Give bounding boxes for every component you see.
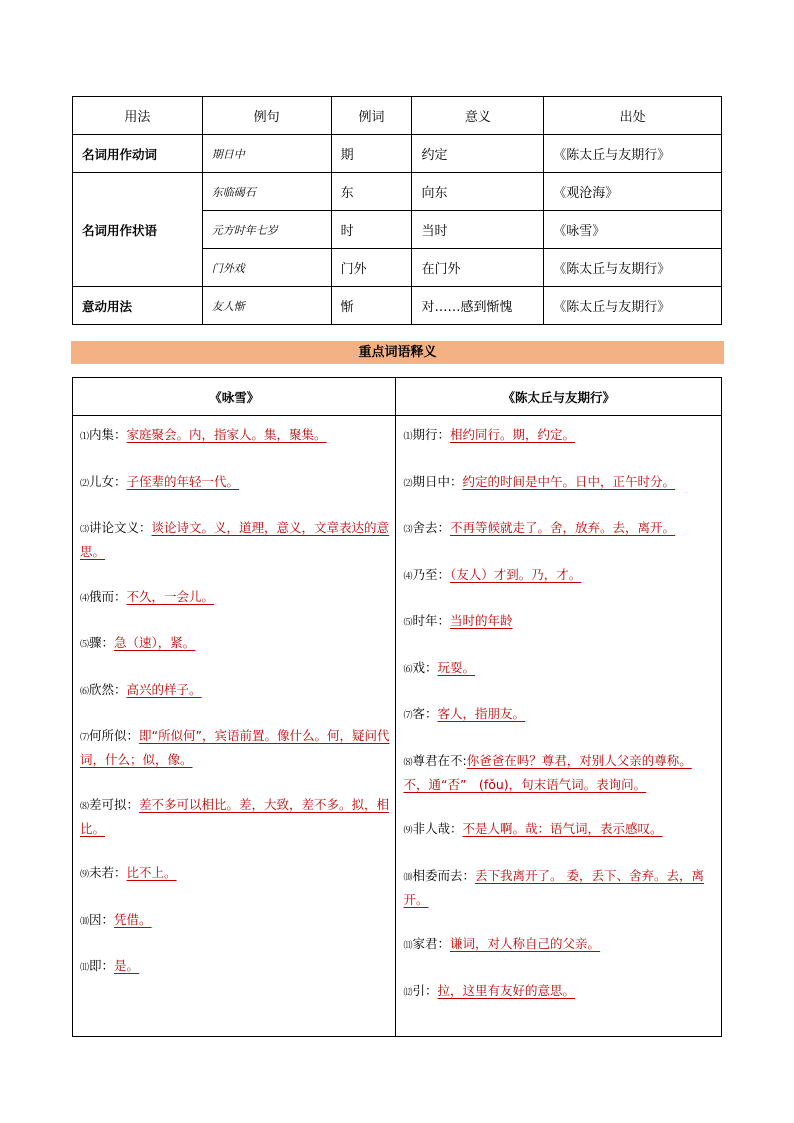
- gloss-definition: 比不上。: [126, 865, 177, 880]
- gloss-separator: ：: [114, 681, 127, 697]
- gloss-separator: ：: [437, 566, 451, 582]
- gloss-term: 家君: [412, 936, 438, 951]
- gloss-term: 客: [412, 706, 426, 721]
- gloss-number: ⑸: [80, 640, 90, 650]
- gloss-definition: 凭借。: [114, 911, 152, 927]
- gloss-entry: [80, 679, 389, 703]
- gloss-separator: ：: [425, 982, 438, 998]
- gloss-definition: 不再等候就走了。舍，放弃。去，离开。: [450, 520, 676, 535]
- gloss-definition: 即“所似何”，宾语前置。像什么。何，疑问代词，什么；似，像。: [80, 728, 390, 767]
- gloss-definition: 相约同行。期，约定。: [450, 427, 576, 442]
- gloss-definition: 谦词，对人称自己的父亲。: [450, 936, 601, 951]
- example-cell: 期日中: [202, 135, 331, 173]
- gloss-term: 期行: [412, 427, 438, 442]
- gloss-entry: [80, 517, 389, 563]
- gloss-entry: [403, 610, 715, 634]
- gloss-separator: ：: [450, 821, 463, 836]
- gloss-number: ⑺: [403, 711, 413, 721]
- gloss-number: ⑿: [403, 987, 413, 998]
- usage-table-header-row: [73, 97, 722, 135]
- gloss-term: 讲论文义: [89, 520, 140, 535]
- source-cell: 《陈太丘与友期行》: [544, 287, 722, 325]
- gloss-number: ⑸: [403, 618, 413, 628]
- gloss-separator: ：: [114, 427, 127, 442]
- example-cell: 友人惭: [202, 287, 331, 325]
- gloss-entry: [80, 586, 389, 610]
- gloss-separator: ：: [126, 796, 140, 812]
- header-example: 例句: [202, 97, 331, 135]
- gloss-definition: 丢下我离开了。 委，丢下、舍弃。去，离开。: [403, 867, 705, 907]
- gloss-number: ⑹: [403, 664, 413, 675]
- header-source: 出处: [544, 97, 722, 135]
- word-cell: 期: [331, 135, 412, 173]
- gloss-definition: 子侄辈的年轻一代。: [126, 473, 240, 489]
- gloss-number: ⑷: [80, 593, 90, 604]
- gloss-term: 因: [89, 911, 102, 927]
- header-usage: 用法: [73, 97, 203, 135]
- gloss-entry: [403, 471, 715, 495]
- gloss-number: ⑼: [403, 826, 413, 836]
- gloss-term: 儿女: [89, 473, 115, 489]
- gloss-separator: ：: [437, 936, 451, 951]
- gloss-definition: 不是人啊。哉：语气词，表示感叹。: [462, 821, 663, 836]
- gloss-term: 欣然: [89, 681, 115, 697]
- gloss-separator: ：: [114, 865, 127, 880]
- gloss-definition: 家庭聚会。内，指家人。集，聚集。: [126, 427, 327, 442]
- gloss-entry: [403, 517, 715, 541]
- gloss-entry: [403, 865, 715, 911]
- gloss-entry: [403, 424, 715, 448]
- example-cell: 门外戏: [202, 249, 331, 287]
- gloss-entry: [80, 909, 389, 933]
- gloss-entry: [80, 725, 389, 771]
- source-cell: 《陈太丘与友期行》: [544, 135, 722, 173]
- gloss-separator: ：: [126, 728, 140, 743]
- gloss-entry: [403, 703, 715, 727]
- gloss-term: 戏: [412, 659, 426, 675]
- gloss-entry: [80, 632, 389, 656]
- gloss-definition: 是。: [114, 958, 140, 973]
- gloss-definition: 当时的年龄: [450, 613, 513, 628]
- gloss-number: ⑴: [80, 432, 90, 442]
- gloss-number: ⑻: [80, 801, 90, 812]
- gloss-table: [72, 377, 722, 1037]
- word-cell: 时: [331, 211, 412, 249]
- meaning-cell: 对……感到惭愧: [412, 287, 544, 325]
- usage-cell: 名词用作状语: [73, 173, 203, 287]
- gloss-term: 骤: [89, 635, 102, 650]
- gloss-number: ⑶: [80, 525, 90, 535]
- gloss-separator: ：: [462, 867, 476, 883]
- usage-table: [72, 96, 722, 325]
- gloss-term: 相委而去: [412, 867, 463, 883]
- gloss-number: ⑵: [80, 478, 90, 489]
- gloss-entry: [80, 794, 389, 840]
- gloss-definition: 拉，这里有友好的意思。: [437, 982, 576, 998]
- gloss-entry: [403, 933, 715, 957]
- gloss-number: ⑶: [403, 525, 413, 535]
- gloss-definition: 急（速），紧。: [114, 635, 196, 650]
- gloss-definition: 约定的时间是中午。日中，正午时分。: [462, 473, 676, 489]
- gloss-separator: :: [462, 752, 467, 768]
- gloss-number: ⑴: [403, 432, 413, 442]
- gloss-term: 内集: [89, 427, 115, 442]
- gloss-term: 舍去: [412, 520, 438, 535]
- source-cell: 《观沧海》: [544, 173, 722, 211]
- usage-cell: 意动用法: [73, 287, 203, 325]
- gloss-term: 非人哉: [412, 821, 451, 836]
- table-row: [73, 287, 722, 325]
- gloss-definition: 谈论诗文。义，道理，意义，文章表达的意思。: [80, 520, 390, 559]
- meaning-cell: 当时: [412, 211, 544, 249]
- source-cell: 《陈太丘与友期行》: [544, 249, 722, 287]
- gloss-number: ⑻: [403, 757, 413, 768]
- gloss-number: ⑾: [80, 963, 90, 973]
- gloss-term: 引: [412, 982, 426, 998]
- gloss-definition: 不久，一会儿。: [126, 588, 215, 604]
- gloss-entry: [403, 980, 715, 1004]
- gloss-separator: ：: [437, 427, 451, 442]
- gloss-separator: ：: [114, 588, 127, 604]
- gloss-number: ⑺: [80, 733, 90, 743]
- gloss-term: 尊君在不: [412, 752, 463, 768]
- gloss-number: ⑾: [403, 941, 413, 951]
- gloss-number: ⑼: [80, 870, 90, 880]
- gloss-separator: ：: [425, 706, 438, 721]
- gloss-term: 差可拟: [89, 796, 127, 812]
- gloss-term: 期日中: [412, 473, 451, 489]
- table-row: [73, 173, 722, 211]
- example-cell: 元方时年七岁: [202, 211, 331, 249]
- gloss-number: ⑷: [403, 571, 413, 582]
- gloss-separator: ：: [101, 635, 115, 650]
- meaning-cell: 约定: [412, 135, 544, 173]
- gloss-separator: ：: [101, 958, 115, 973]
- gloss-entry: [80, 862, 389, 886]
- gloss-entry: [80, 471, 389, 495]
- gloss-entry: [403, 750, 715, 796]
- gloss-body-row: [73, 416, 722, 1037]
- gloss-number: ⑽: [403, 872, 413, 883]
- gloss-term: 何所似: [89, 728, 127, 743]
- gloss-number: ⑵: [403, 478, 413, 489]
- gloss-definition: 差不多可以相比。差，大致，差不多。拟，相比。: [80, 796, 390, 836]
- meaning-cell: 在门外: [412, 249, 544, 287]
- gloss-term: 即: [89, 958, 102, 973]
- gloss-term: 时年: [412, 613, 438, 628]
- gloss-number: ⑹: [80, 686, 90, 697]
- word-cell: 门外: [331, 249, 412, 287]
- gloss-header-right: 《陈太丘与友期行》: [396, 378, 722, 416]
- usage-cell: 名词用作动词: [73, 135, 203, 173]
- example-cell: 东临碣石: [202, 173, 331, 211]
- section-title: 重点词语释义: [71, 341, 724, 364]
- gloss-separator: ：: [437, 520, 451, 535]
- gloss-definition: 你爸爸在吗？尊君，对别人父亲的尊称。不，通“否” (fǒu)，句末语气词。表询问。: [403, 752, 692, 792]
- gloss-separator: ：: [425, 659, 438, 675]
- meaning-cell: 向东: [412, 173, 544, 211]
- header-word: 例词: [331, 97, 412, 135]
- gloss-definition: 客人，指朋友。: [437, 706, 526, 721]
- gloss-separator: ：: [139, 520, 152, 535]
- gloss-column-right: [396, 416, 722, 1037]
- gloss-definition: 玩耍。: [437, 659, 476, 675]
- header-meaning: 意义: [412, 97, 544, 135]
- gloss-entry: [403, 564, 715, 588]
- gloss-number: ⑽: [80, 916, 90, 927]
- gloss-entry: [403, 657, 715, 681]
- gloss-separator: ：: [101, 911, 115, 927]
- gloss-entry: [80, 955, 389, 979]
- gloss-entry: [403, 818, 715, 842]
- gloss-definition: 高兴的样子。: [126, 681, 202, 697]
- gloss-column-left: [73, 416, 396, 1037]
- table-row: [73, 135, 722, 173]
- gloss-separator: ：: [437, 613, 451, 628]
- gloss-term: 未若: [89, 865, 115, 880]
- gloss-separator: ：: [114, 473, 127, 489]
- source-cell: 《咏雪》: [544, 211, 722, 249]
- gloss-term: 俄而: [89, 588, 115, 604]
- word-cell: 惭: [331, 287, 412, 325]
- gloss-header-left: 《咏雪》: [73, 378, 396, 416]
- word-cell: 东: [331, 173, 412, 211]
- gloss-table-header-row: [73, 378, 722, 416]
- gloss-term: 乃至: [412, 566, 438, 582]
- gloss-separator: ：: [450, 473, 463, 489]
- gloss-definition: （友人）才到。乃，才。: [450, 566, 582, 582]
- gloss-entry: [80, 424, 389, 448]
